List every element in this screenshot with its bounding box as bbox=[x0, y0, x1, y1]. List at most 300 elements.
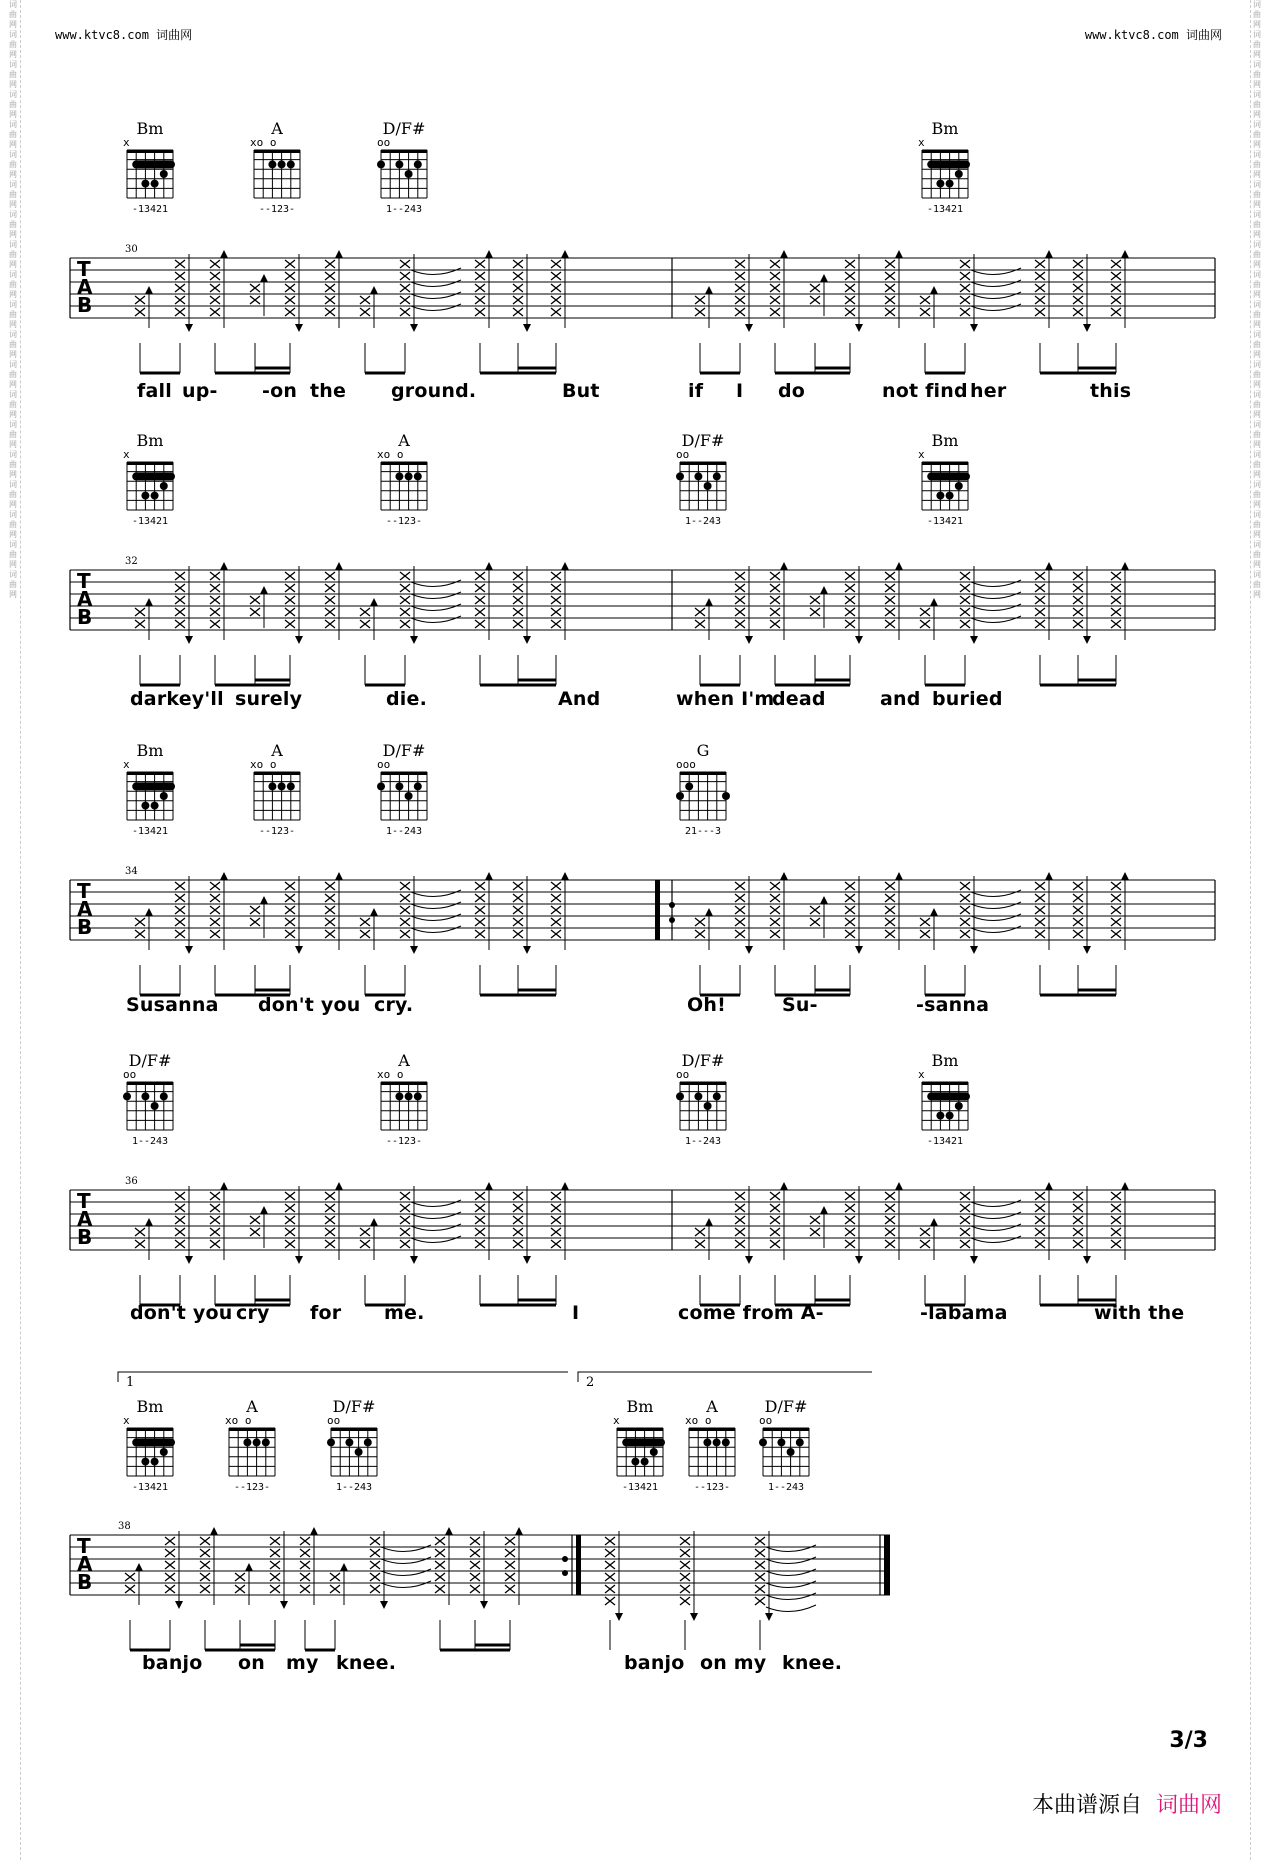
watermark-glyph: 网 bbox=[1253, 230, 1261, 239]
strum-x bbox=[695, 918, 705, 926]
strum-x bbox=[960, 1228, 970, 1236]
watermark-glyph: 网 bbox=[9, 50, 17, 59]
strum-arrow bbox=[1083, 1256, 1091, 1264]
strum-x bbox=[735, 1192, 745, 1200]
strum-x bbox=[695, 608, 705, 616]
chord-open-mute-marks: ooo bbox=[676, 758, 696, 771]
watermark-glyph: 词 bbox=[1253, 540, 1261, 549]
watermark-glyph: 网 bbox=[1253, 50, 1261, 59]
strum-arrow bbox=[780, 1182, 788, 1190]
chord-barre bbox=[132, 160, 175, 168]
chord-fingering: 1--243 bbox=[684, 1136, 722, 1147]
strum-x bbox=[400, 1192, 410, 1200]
strum-x bbox=[605, 1573, 615, 1581]
chord-barre bbox=[927, 1092, 970, 1100]
strum-x bbox=[475, 572, 485, 580]
strum-arrow bbox=[745, 324, 753, 332]
watermark-glyph: 词 bbox=[1253, 60, 1261, 69]
strum-arrow bbox=[145, 1218, 153, 1226]
footer-brand[interactable]: 词曲网 bbox=[1155, 1793, 1222, 1818]
watermark-glyph: 网 bbox=[9, 380, 17, 389]
strum-x bbox=[475, 284, 485, 292]
strum-x bbox=[513, 918, 523, 926]
strum-x bbox=[175, 1228, 185, 1236]
chord-name: A bbox=[271, 741, 283, 760]
strum-x bbox=[770, 894, 780, 902]
chord-fingering: --123- bbox=[233, 1482, 271, 1493]
strum-x bbox=[1073, 308, 1083, 316]
watermark-glyph: 网 bbox=[1253, 350, 1261, 359]
tie bbox=[411, 902, 461, 909]
strum-x bbox=[1111, 308, 1121, 316]
strum-x bbox=[960, 272, 970, 280]
strum-x bbox=[845, 906, 855, 914]
strum-arrow bbox=[970, 636, 978, 644]
strum-arrow bbox=[185, 324, 193, 332]
strum-x bbox=[285, 308, 295, 316]
chord-dot bbox=[160, 792, 168, 800]
strum-arrow bbox=[895, 250, 903, 258]
chord-dot bbox=[395, 1092, 403, 1100]
chord-dot bbox=[151, 802, 159, 810]
watermark-glyph: 词 bbox=[1253, 150, 1261, 159]
strum-x bbox=[680, 1537, 690, 1545]
strum-x bbox=[285, 894, 295, 902]
strum-x bbox=[735, 308, 745, 316]
strum-x bbox=[325, 1228, 335, 1236]
strum-x bbox=[1111, 894, 1121, 902]
strum-x bbox=[1073, 930, 1083, 938]
strum-x bbox=[400, 584, 410, 592]
chord-dot bbox=[141, 492, 149, 500]
watermark-glyph: 网 bbox=[9, 140, 17, 149]
chord-dot bbox=[278, 160, 286, 168]
strum-arrow bbox=[705, 286, 713, 294]
strum-x bbox=[770, 1240, 780, 1248]
repeat-dot bbox=[562, 1570, 568, 1576]
strum-x bbox=[475, 608, 485, 616]
strum-arrow bbox=[930, 908, 938, 916]
strum-x bbox=[960, 894, 970, 902]
strum-x bbox=[210, 572, 220, 580]
strum-arrow bbox=[820, 274, 828, 282]
strum-x bbox=[330, 1585, 340, 1593]
strum-x bbox=[920, 608, 930, 616]
strum-x bbox=[360, 930, 370, 938]
strum-x bbox=[513, 1228, 523, 1236]
watermark-glyph: 词 bbox=[1253, 450, 1261, 459]
chord-name: Bm bbox=[931, 119, 959, 138]
strum-x bbox=[680, 1561, 690, 1569]
tab-clef-letter: A bbox=[77, 897, 93, 921]
strum-x bbox=[770, 260, 780, 268]
chord-dot bbox=[151, 180, 159, 188]
chord-dot bbox=[946, 492, 954, 500]
chord-fingering: 1--243 bbox=[335, 1482, 373, 1493]
tie bbox=[411, 1224, 461, 1231]
strum-x bbox=[755, 1561, 765, 1569]
lyric: come from A- bbox=[678, 1302, 824, 1324]
strum-x bbox=[1035, 608, 1045, 616]
chord-fingering: 21---3 bbox=[684, 826, 722, 837]
watermark-glyph: 网 bbox=[9, 200, 17, 209]
watermark-glyph: 曲 bbox=[1253, 160, 1261, 169]
strum-x bbox=[175, 308, 185, 316]
strum-x bbox=[470, 1585, 480, 1593]
strum-arrow bbox=[185, 636, 193, 644]
strum-x bbox=[770, 272, 780, 280]
strum-arrow bbox=[295, 324, 303, 332]
strum-arrow bbox=[705, 598, 713, 606]
strum-x bbox=[435, 1537, 445, 1545]
watermark-glyph: 曲 bbox=[9, 310, 17, 319]
strum-arrow bbox=[340, 1563, 348, 1571]
strum-x bbox=[513, 296, 523, 304]
strum-x bbox=[551, 1228, 561, 1236]
watermark-glyph: 网 bbox=[9, 440, 17, 449]
watermark-glyph: 曲 bbox=[1253, 580, 1261, 589]
watermark-glyph: 词 bbox=[1253, 510, 1261, 519]
strum-x bbox=[1111, 284, 1121, 292]
chord-open-mute-marks: x bbox=[123, 448, 130, 461]
tab-clef-letter: B bbox=[77, 605, 93, 629]
strum-x bbox=[770, 284, 780, 292]
strum-arrow bbox=[175, 1601, 183, 1609]
strum-x bbox=[845, 284, 855, 292]
tab-clef-letter: A bbox=[77, 275, 93, 299]
strum-x bbox=[605, 1561, 615, 1569]
chord-open-mute-marks: x bbox=[613, 1414, 620, 1427]
strum-x bbox=[810, 596, 820, 604]
strum-x bbox=[210, 284, 220, 292]
strum-x bbox=[1111, 1240, 1121, 1248]
strum-x bbox=[300, 1537, 310, 1545]
watermark-glyph: 曲 bbox=[9, 40, 17, 49]
strum-x bbox=[960, 260, 970, 268]
strum-x bbox=[1073, 596, 1083, 604]
watermark-glyph: 词 bbox=[1253, 270, 1261, 279]
strum-x bbox=[551, 296, 561, 304]
strum-x bbox=[960, 1204, 970, 1212]
strum-arrow bbox=[745, 1256, 753, 1264]
strum-x bbox=[885, 296, 895, 304]
strum-arrow bbox=[1045, 562, 1053, 570]
chord-dot bbox=[796, 1438, 804, 1446]
chord-dot bbox=[345, 1438, 353, 1446]
strum-x bbox=[1111, 1204, 1121, 1212]
strum-arrow bbox=[1121, 562, 1129, 570]
lyric: I bbox=[572, 1302, 580, 1324]
watermark-glyph: 网 bbox=[1253, 260, 1261, 269]
strum-x bbox=[605, 1597, 615, 1605]
strum-arrow bbox=[380, 1601, 388, 1609]
strum-x bbox=[513, 284, 523, 292]
strum-x bbox=[885, 882, 895, 890]
strum-x bbox=[135, 296, 145, 304]
strum-x bbox=[285, 296, 295, 304]
chord-dot bbox=[946, 180, 954, 188]
strum-x bbox=[285, 906, 295, 914]
strum-x bbox=[1035, 906, 1045, 914]
strum-arrow bbox=[705, 908, 713, 916]
watermark-glyph: 网 bbox=[1253, 20, 1261, 29]
strum-arrow bbox=[1045, 1182, 1053, 1190]
watermark-glyph: 词 bbox=[9, 420, 17, 429]
strum-x bbox=[1111, 572, 1121, 580]
strum-x bbox=[175, 1204, 185, 1212]
strum-x bbox=[920, 1240, 930, 1248]
watermark-glyph: 网 bbox=[9, 410, 17, 419]
strum-arrow bbox=[310, 1527, 318, 1535]
tie bbox=[381, 1569, 431, 1576]
watermark-glyph: 词 bbox=[9, 480, 17, 489]
strum-x bbox=[210, 272, 220, 280]
strum-x bbox=[210, 1192, 220, 1200]
watermark-glyph: 网 bbox=[1253, 530, 1261, 539]
strum-arrow bbox=[895, 872, 903, 880]
strum-arrow bbox=[705, 1218, 713, 1226]
strum-arrow bbox=[561, 250, 569, 258]
strum-x bbox=[475, 1240, 485, 1248]
strum-x bbox=[513, 882, 523, 890]
strum-arrow bbox=[485, 562, 493, 570]
strum-x bbox=[370, 1585, 380, 1593]
strum-arrow bbox=[1083, 324, 1091, 332]
strum-x bbox=[845, 1192, 855, 1200]
chord-open-mute-marks: x bbox=[918, 1068, 925, 1081]
strum-x bbox=[360, 608, 370, 616]
strum-x bbox=[370, 1561, 380, 1569]
strum-x bbox=[210, 596, 220, 604]
strum-x bbox=[285, 584, 295, 592]
strum-x bbox=[1035, 1240, 1045, 1248]
strum-x bbox=[325, 918, 335, 926]
chord-dot bbox=[955, 482, 963, 490]
strum-x bbox=[960, 1192, 970, 1200]
watermark-glyph: 网 bbox=[1253, 170, 1261, 179]
strum-x bbox=[770, 918, 780, 926]
strum-arrow bbox=[515, 1527, 523, 1535]
lyric: -on bbox=[262, 380, 298, 402]
strum-x bbox=[210, 620, 220, 628]
tie bbox=[381, 1545, 431, 1552]
header-left-url[interactable]: www.ktvc8.com 词曲网 bbox=[55, 28, 193, 42]
lyric: banjo bbox=[142, 1652, 203, 1674]
strum-arrow bbox=[220, 1182, 228, 1190]
chord-dot bbox=[243, 1438, 251, 1446]
tab-clef-letter: A bbox=[77, 1552, 93, 1576]
strum-arrow bbox=[185, 1256, 193, 1264]
chord-fingering: 1--243 bbox=[684, 516, 722, 527]
strum-x bbox=[770, 930, 780, 938]
watermark-glyph: 词 bbox=[9, 120, 17, 129]
strum-x bbox=[505, 1585, 515, 1593]
tie bbox=[766, 1545, 816, 1552]
strum-x bbox=[270, 1585, 280, 1593]
strum-x bbox=[885, 1192, 895, 1200]
strum-x bbox=[200, 1573, 210, 1581]
strum-arrow bbox=[970, 1256, 978, 1264]
chord-dot bbox=[685, 782, 693, 790]
repeat-thick-bar bbox=[655, 880, 660, 940]
strum-x bbox=[475, 882, 485, 890]
strum-x bbox=[1073, 260, 1083, 268]
strum-x bbox=[513, 272, 523, 280]
strum-x bbox=[551, 608, 561, 616]
strum-x bbox=[210, 1216, 220, 1224]
chord-dot bbox=[414, 160, 422, 168]
chord-name: D/F# bbox=[382, 741, 426, 760]
chord-fingering: --123- bbox=[258, 204, 296, 215]
chord-open-mute-marks: xo o bbox=[225, 1414, 252, 1427]
chord-open-mute-marks: xo o bbox=[250, 136, 277, 149]
chord-dot bbox=[395, 782, 403, 790]
chord-name: Bm bbox=[136, 119, 164, 138]
lyric: cry bbox=[236, 1302, 270, 1324]
strum-x bbox=[1035, 1216, 1045, 1224]
strum-x bbox=[513, 620, 523, 628]
strum-arrow bbox=[855, 946, 863, 954]
strum-x bbox=[325, 1192, 335, 1200]
tie bbox=[971, 616, 1021, 623]
strum-arrow bbox=[930, 286, 938, 294]
strum-x bbox=[300, 1573, 310, 1581]
strum-x bbox=[325, 608, 335, 616]
strum-x bbox=[325, 260, 335, 268]
tie bbox=[971, 604, 1021, 611]
watermark-glyph: 曲 bbox=[9, 280, 17, 289]
chord-fingering: 1--243 bbox=[385, 826, 423, 837]
strum-arrow bbox=[370, 286, 378, 294]
chord-barre bbox=[132, 1438, 175, 1446]
strum-x bbox=[300, 1561, 310, 1569]
strum-x bbox=[605, 1585, 615, 1593]
watermark-glyph: 网 bbox=[9, 80, 17, 89]
watermark-glyph: 词 bbox=[9, 510, 17, 519]
strum-x bbox=[400, 930, 410, 938]
chord-barre bbox=[927, 472, 970, 480]
chord-dot bbox=[377, 160, 385, 168]
chord-dot bbox=[262, 1438, 270, 1446]
tie bbox=[971, 890, 1021, 897]
chord-dot bbox=[405, 170, 413, 178]
chord-dot bbox=[405, 792, 413, 800]
strum-x bbox=[210, 1240, 220, 1248]
lyric: when I'm bbox=[676, 688, 775, 710]
chord-name: D/F# bbox=[681, 1051, 725, 1070]
strum-x bbox=[1035, 272, 1045, 280]
strum-x bbox=[285, 1204, 295, 1212]
strum-x bbox=[695, 296, 705, 304]
strum-x bbox=[360, 1240, 370, 1248]
tie bbox=[971, 580, 1021, 587]
strum-x bbox=[1035, 1204, 1045, 1212]
strum-x bbox=[165, 1549, 175, 1557]
strum-x bbox=[400, 596, 410, 604]
strum-x bbox=[920, 1228, 930, 1236]
strum-x bbox=[270, 1573, 280, 1581]
strum-x bbox=[400, 894, 410, 902]
tie bbox=[411, 926, 461, 933]
chord-dot bbox=[123, 1092, 131, 1100]
strum-x bbox=[735, 596, 745, 604]
strum-arrow bbox=[280, 1601, 288, 1609]
strum-x bbox=[1073, 272, 1083, 280]
strum-x bbox=[885, 260, 895, 268]
strum-x bbox=[165, 1537, 175, 1545]
watermark-glyph: 网 bbox=[1253, 140, 1261, 149]
strum-x bbox=[285, 1216, 295, 1224]
chord-dot bbox=[955, 170, 963, 178]
strum-x bbox=[770, 1216, 780, 1224]
tie bbox=[411, 914, 461, 921]
strum-x bbox=[513, 1216, 523, 1224]
strum-x bbox=[695, 1228, 705, 1236]
watermark-glyph: 网 bbox=[1253, 410, 1261, 419]
header-right-url[interactable]: www.ktvc8.com 词曲网 bbox=[1084, 28, 1222, 42]
chord-fingering: --123- bbox=[258, 826, 296, 837]
chord-open-mute-marks: x bbox=[918, 448, 925, 461]
chord-dot bbox=[377, 782, 385, 790]
tie bbox=[971, 1200, 1021, 1207]
watermark-glyph: 曲 bbox=[9, 460, 17, 469]
watermark-glyph: 词 bbox=[1253, 30, 1261, 39]
strum-arrow bbox=[185, 946, 193, 954]
watermark-glyph: 网 bbox=[1253, 500, 1261, 509]
strum-x bbox=[400, 308, 410, 316]
strum-x bbox=[400, 1240, 410, 1248]
watermark-glyph: 词 bbox=[9, 210, 17, 219]
tie bbox=[766, 1605, 816, 1612]
watermark-glyph: 曲 bbox=[9, 130, 17, 139]
strum-x bbox=[1035, 584, 1045, 592]
strum-x bbox=[810, 284, 820, 292]
lyric: don't you bbox=[130, 1302, 233, 1324]
strum-arrow bbox=[820, 1206, 828, 1214]
tie bbox=[411, 292, 461, 299]
strum-x bbox=[400, 284, 410, 292]
watermark-glyph: 曲 bbox=[1253, 40, 1261, 49]
chord-name: D/F# bbox=[128, 1051, 172, 1070]
strum-x bbox=[175, 260, 185, 268]
strum-x bbox=[551, 1204, 561, 1212]
strum-x bbox=[325, 1204, 335, 1212]
strum-x bbox=[735, 1216, 745, 1224]
watermark-glyph: 词 bbox=[1253, 420, 1261, 429]
chord-fingering: 1--243 bbox=[131, 1136, 169, 1147]
strum-x bbox=[1035, 930, 1045, 938]
chord-dot bbox=[676, 792, 684, 800]
strum-x bbox=[1073, 1204, 1083, 1212]
watermark-glyph: 曲 bbox=[1253, 220, 1261, 229]
lyric: do bbox=[778, 380, 806, 402]
strum-x bbox=[695, 930, 705, 938]
strum-arrow bbox=[745, 636, 753, 644]
chord-open-mute-marks: oo bbox=[377, 758, 391, 771]
strum-x bbox=[285, 882, 295, 890]
watermark-glyph: 网 bbox=[9, 500, 17, 509]
strum-x bbox=[680, 1573, 690, 1581]
strum-x bbox=[513, 1240, 523, 1248]
strum-x bbox=[475, 596, 485, 604]
watermark-glyph: 词 bbox=[1253, 360, 1261, 369]
strum-x bbox=[435, 1573, 445, 1581]
strum-x bbox=[250, 296, 260, 304]
tab-clef-letter: B bbox=[77, 1570, 93, 1594]
strum-x bbox=[210, 608, 220, 616]
strum-x bbox=[735, 284, 745, 292]
strum-x bbox=[845, 308, 855, 316]
